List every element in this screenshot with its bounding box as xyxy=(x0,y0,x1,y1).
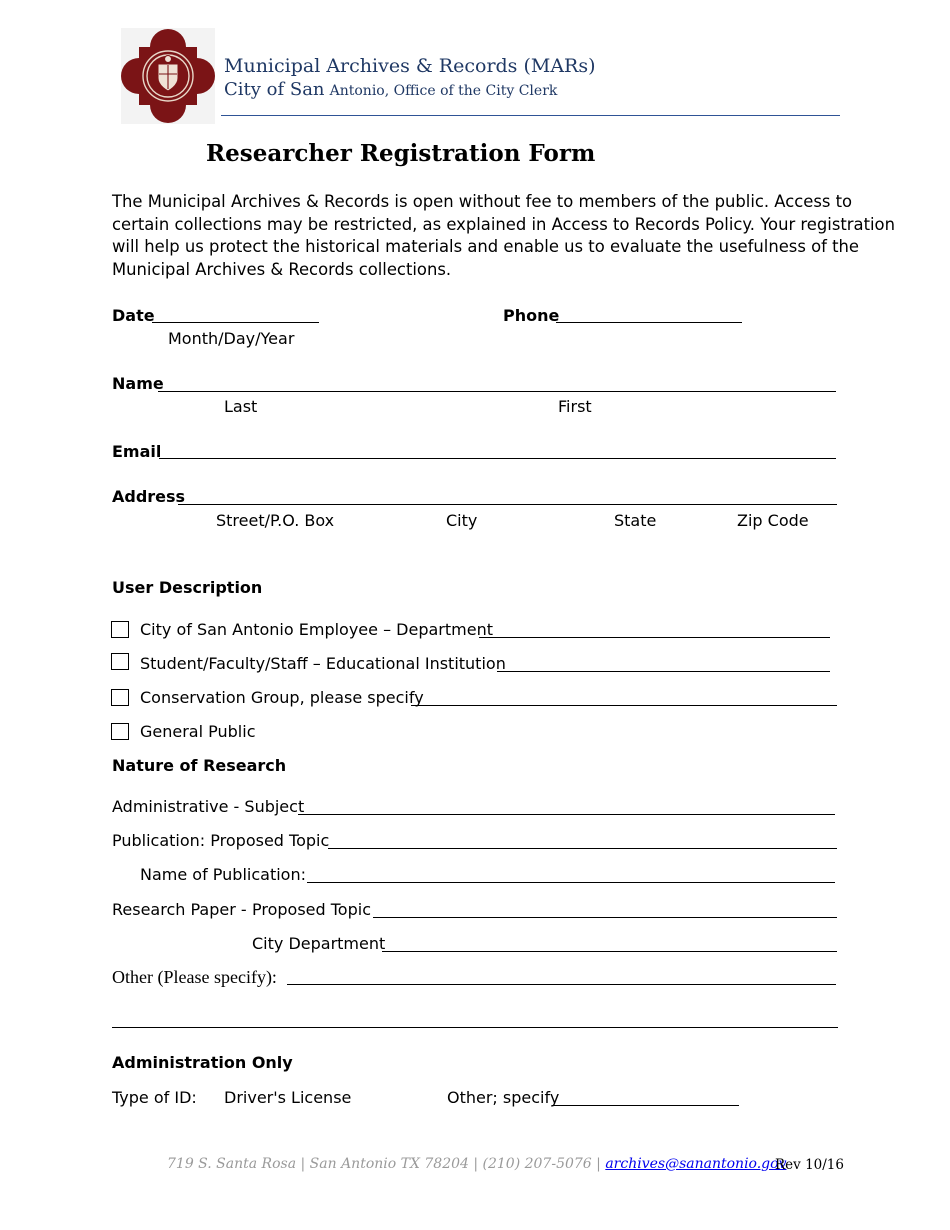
admin-subject-label: Administrative - Subject xyxy=(112,797,305,816)
org-subtitle xyxy=(224,79,557,100)
address-zip-hint: Zip Code xyxy=(737,511,809,530)
department-field[interactable] xyxy=(479,637,830,638)
conservation-checkbox[interactable] xyxy=(111,689,129,706)
other-specify-field-continued[interactable] xyxy=(112,1027,838,1028)
other-id-label: Other; specify xyxy=(447,1088,560,1107)
institution-field[interactable] xyxy=(497,671,830,672)
name-field[interactable] xyxy=(158,391,836,392)
org-name: Municipal Archives & Records (MARs) xyxy=(224,55,596,77)
header-rule xyxy=(221,115,840,116)
address-field[interactable] xyxy=(178,504,837,505)
footer-address xyxy=(167,1156,786,1172)
address-street-hint: Street/P.O. Box xyxy=(216,511,335,530)
intro-line: certain collections may be restricted, as explained in Access to Records Policy. Your registration xyxy=(112,214,895,234)
city-seal-logo xyxy=(121,28,215,124)
revision-label: Rev 10/16 xyxy=(775,1157,844,1173)
intro-line: The Municipal Archives & Records is open without fee to members of the public. Access to xyxy=(112,192,853,211)
admin-subject-field[interactable] xyxy=(298,814,835,815)
other-specify-label: Other (Please specify): xyxy=(112,967,277,987)
intro-paragraph xyxy=(112,191,895,282)
student-checkbox[interactable] xyxy=(111,653,129,670)
address-state-hint: State xyxy=(614,511,657,530)
form-title: Researcher Registration Form xyxy=(206,140,596,167)
footer-email-link[interactable]: archives@sanantonio.gov xyxy=(605,1156,787,1172)
footer-address-text: 719 S. Santa Rosa | San Antonio TX 78204 | (210) 207-5076 | xyxy=(167,1156,601,1172)
org-subtitle-a: City of San xyxy=(224,79,325,100)
intro-line: Municipal Archives & Records collections. xyxy=(112,260,452,280)
employee-option-label: City of San Antonio Employee – Department xyxy=(140,620,493,639)
city-department-label: City Department xyxy=(252,934,386,953)
other-specify-field[interactable] xyxy=(287,984,836,985)
user-description-heading: User Description xyxy=(112,578,263,597)
publication-topic-label: Publication: Proposed Topic xyxy=(112,831,330,850)
address-city-hint: City xyxy=(446,511,478,530)
name-first-hint: First xyxy=(558,397,592,416)
publication-name-label: Name of Publication: xyxy=(140,865,306,884)
research-paper-label: Research Paper - xyxy=(112,900,247,919)
date-hint: Month/Day/Year xyxy=(168,329,295,348)
name-last-hint: Last xyxy=(224,397,258,416)
date-field[interactable] xyxy=(152,322,319,323)
address-label: Address xyxy=(112,487,186,506)
phone-label: Phone xyxy=(503,306,560,325)
admin-only-heading: Administration Only xyxy=(112,1053,293,1072)
general-public-checkbox[interactable] xyxy=(111,723,129,740)
conservation-option-label: Conservation Group, please specify xyxy=(140,688,424,707)
conservation-specify-field[interactable] xyxy=(411,705,837,706)
publication-topic-field[interactable] xyxy=(328,848,837,849)
email-field[interactable] xyxy=(159,458,836,459)
nature-of-research-heading: Nature of Research xyxy=(112,756,287,775)
drivers-license-option: Driver's License xyxy=(224,1088,352,1107)
other-id-field[interactable] xyxy=(552,1105,739,1106)
type-of-id-label: Type of ID: xyxy=(112,1088,197,1107)
org-subtitle-b: Antonio, Office of the City Clerk xyxy=(329,83,558,99)
publication-name-field[interactable] xyxy=(307,882,835,883)
date-label: Date xyxy=(112,306,155,325)
email-label: Email xyxy=(112,442,162,461)
research-topic-field[interactable] xyxy=(373,917,837,918)
student-option-label: Student/Faculty/Staff – Educational Institution xyxy=(140,654,506,673)
intro-line: will help us protect the historical materials and enable us to evaluate the usefulness of the xyxy=(112,237,859,257)
name-label: Name xyxy=(112,374,164,393)
city-department-field[interactable] xyxy=(382,951,837,952)
phone-field[interactable] xyxy=(556,322,742,323)
employee-checkbox[interactable] xyxy=(111,621,129,638)
research-topic-label: Proposed Topic xyxy=(252,900,371,919)
general-public-option-label: General Public xyxy=(140,722,256,741)
